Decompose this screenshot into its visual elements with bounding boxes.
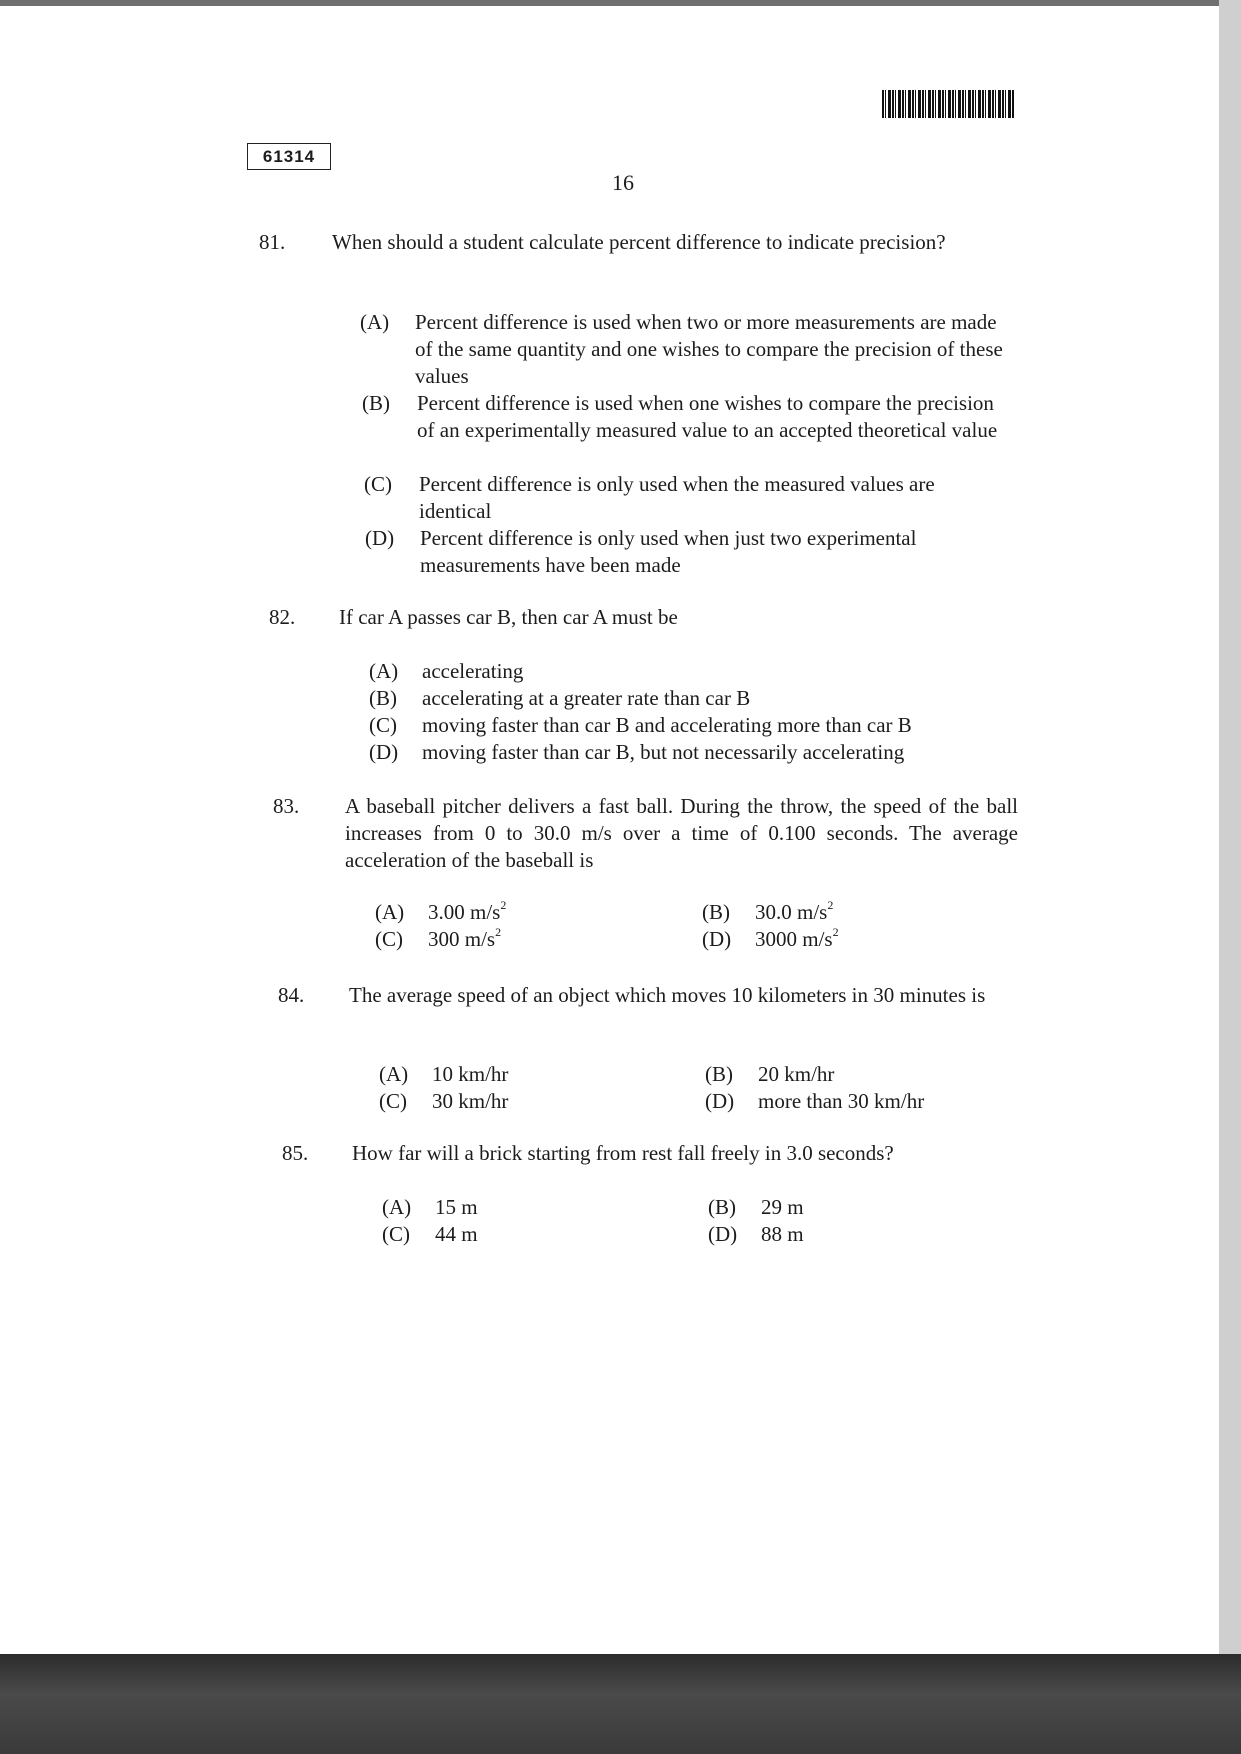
option-label: (C)	[375, 927, 403, 951]
option-label: (B)	[369, 686, 397, 710]
option-label: (D)	[369, 740, 399, 764]
option-label: (C)	[382, 1222, 410, 1246]
option-text: 300 $m/s^2$	[428, 925, 502, 951]
question-number: 81.	[259, 230, 286, 254]
question-number: 83.	[273, 794, 300, 818]
paper-code: 61314	[247, 143, 331, 170]
scan-edge-bottom	[0, 1654, 1241, 1754]
question-stem: If car A passes car B, then car A must be	[339, 605, 678, 629]
option-text: more than 30 km/hr	[758, 1089, 925, 1113]
option-text: moving faster than car B, but not necessarily accelerating	[422, 740, 905, 764]
option-text: moving faster than car B and accelerating more than car B	[422, 713, 912, 737]
option-text: 30.0 $m/s^2$	[755, 898, 834, 924]
option-text: 3000 $m/s^2$	[755, 925, 839, 951]
option-text: 10 km/hr	[432, 1062, 509, 1086]
option-text: 44 m	[435, 1222, 478, 1246]
option-label: (A)	[360, 310, 390, 334]
question-stem: How far will a brick starting from rest fall freely in 3.0 seconds?	[352, 1141, 894, 1165]
scan-edge-right	[1219, 0, 1241, 1654]
question-stem: A baseball pitcher delivers a fast ball. During the throw, the speed of the ball increases from 0 to 30.0 m/s over a time of 0.100 seconds. The average acceleration of the baseball is	[345, 794, 1018, 872]
option-label: (A)	[382, 1195, 412, 1219]
page-number: 16	[612, 170, 634, 195]
exam-page	[0, 6, 1219, 1654]
option-label: (A)	[369, 659, 399, 683]
option-text: Percent difference is used when two or more measurements are made of the same quantity and one wishes to compare the precision of these values	[415, 310, 1003, 388]
question-number: 82.	[269, 605, 296, 629]
option-text: 30 km/hr	[432, 1089, 509, 1113]
option-label: (B)	[362, 391, 390, 415]
option-text: 29 m	[761, 1195, 804, 1219]
option-text: 88 m	[761, 1222, 804, 1246]
option-text: accelerating	[422, 659, 524, 683]
option-label: (B)	[705, 1062, 733, 1086]
question-stem: When should a student calculate percent difference to indicate precision?	[332, 230, 946, 254]
question-stem: The average speed of an object which moves 10 kilometers in 30 minutes is	[349, 983, 986, 1007]
option-text: 3.00 $m/s^2$	[428, 898, 507, 924]
option-label: (B)	[708, 1195, 736, 1219]
option-label: (D)	[365, 526, 395, 550]
option-label: (C)	[364, 472, 392, 496]
option-label: (A)	[379, 1062, 409, 1086]
option-text: 15 m	[435, 1195, 478, 1219]
option-text: Percent difference is only used when the measured values are identical	[419, 472, 935, 523]
option-label: (C)	[369, 713, 397, 737]
option-text: accelerating at a greater rate than car B	[422, 686, 751, 710]
option-label: (A)	[375, 900, 405, 924]
barcode	[882, 90, 1014, 118]
option-label: (C)	[379, 1089, 407, 1113]
option-text: Percent difference is used when one wishes to compare the precision of an experimentally measured value to an accepted theoretical value	[417, 391, 998, 442]
question-number: 85.	[282, 1141, 309, 1165]
option-label: (D)	[702, 927, 732, 951]
question-number: 84.	[278, 983, 305, 1007]
option-label: (D)	[708, 1222, 738, 1246]
option-text: 20 km/hr	[758, 1062, 835, 1086]
option-text: Percent difference is only used when just two experimental measurements have been made	[420, 526, 917, 577]
option-label: (D)	[705, 1089, 735, 1113]
option-label: (B)	[702, 900, 730, 924]
